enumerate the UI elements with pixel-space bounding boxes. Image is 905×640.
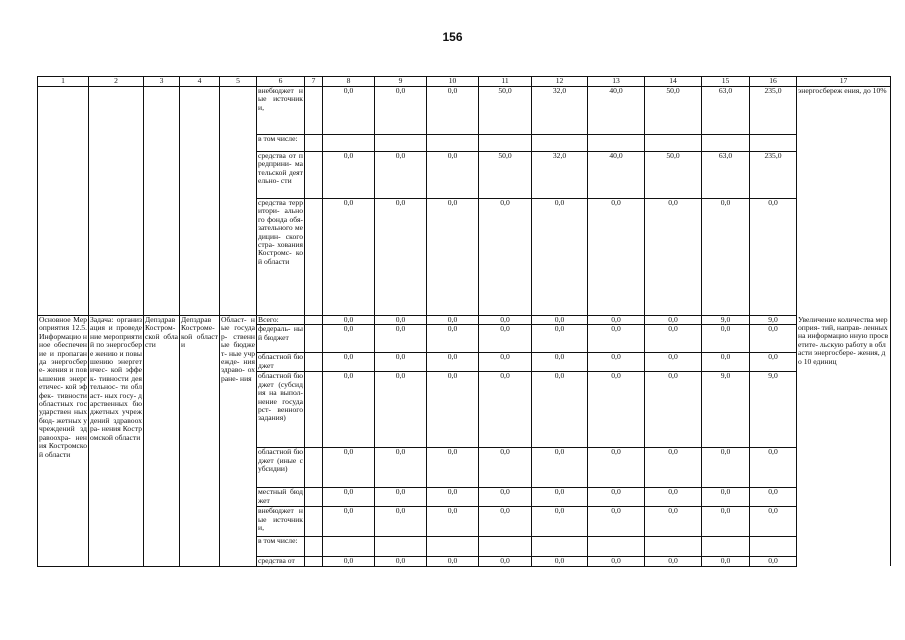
- funding-source-cell: Всего:: [257, 316, 305, 325]
- value-cell: 0,0: [427, 353, 479, 372]
- value-cell: 0,0: [702, 488, 750, 507]
- column-header: 6: [257, 77, 305, 87]
- value-cell: 0,0: [750, 325, 797, 353]
- value-cell: 0,0: [427, 87, 479, 135]
- value-cell: 0,0: [702, 448, 750, 488]
- value-cell: 0,0: [532, 557, 588, 566]
- value-cell: 0,0: [323, 353, 375, 372]
- value-cell: 0,0: [427, 152, 479, 199]
- empty-cell: [305, 152, 323, 199]
- column-header: 14: [645, 77, 702, 87]
- value-cell: 0,0: [323, 316, 375, 325]
- value-cell: 0,0: [702, 353, 750, 372]
- empty-cell: [305, 325, 323, 353]
- value-cell: 32,0: [532, 152, 588, 199]
- value-cell: 0,0: [750, 557, 797, 566]
- value-cell: 0,0: [375, 372, 427, 448]
- column-header: 1: [38, 77, 89, 87]
- value-cell: 0,0: [323, 488, 375, 507]
- value-cell: [375, 135, 427, 152]
- empty-cell: [305, 372, 323, 448]
- value-cell: 0,0: [375, 325, 427, 353]
- value-cell: 0,0: [750, 488, 797, 507]
- value-cell: 0,0: [375, 316, 427, 325]
- value-cell: 235,0: [750, 152, 797, 199]
- column-header: 4: [180, 77, 220, 87]
- value-cell: 0,0: [588, 448, 645, 488]
- column-header: 16: [750, 77, 797, 87]
- value-cell: 0,0: [532, 448, 588, 488]
- empty-cell: [305, 316, 323, 325]
- description-cell-col2: Задача: организация и проведение мероприятий по энергосбере жению и повышению энергетичес- кой эффек- тивности деятельнос- ти област- ных госу- дарственных бюджетных учреждений здравоохра- нения Костромской области: [89, 316, 144, 567]
- value-cell: 0,0: [427, 557, 479, 566]
- value-cell: 0,0: [323, 507, 375, 537]
- column-header: 9: [375, 77, 427, 87]
- value-cell: 0,0: [375, 353, 427, 372]
- funding-source-cell: внебюджет ные источники,: [257, 507, 305, 537]
- value-cell: 0,0: [645, 507, 702, 537]
- column-header: 12: [532, 77, 588, 87]
- value-cell: 0,0: [702, 557, 750, 566]
- funding-source-cell: местный бюджет: [257, 488, 305, 507]
- value-cell: 0,0: [645, 488, 702, 507]
- value-cell: 0,0: [427, 325, 479, 353]
- value-cell: 0,0: [323, 325, 375, 353]
- value-cell: 9,0: [702, 372, 750, 448]
- funding-source-cell: областной бюджет: [257, 353, 305, 372]
- value-cell: 0,0: [323, 152, 375, 199]
- value-cell: 0,0: [375, 448, 427, 488]
- value-cell: 9,0: [750, 372, 797, 448]
- value-cell: 0,0: [375, 507, 427, 537]
- value-cell: 63,0: [702, 152, 750, 199]
- funding-source-cell: внебюджет ные источники,: [257, 87, 305, 135]
- value-cell: 0,0: [427, 488, 479, 507]
- value-cell: 0,0: [532, 325, 588, 353]
- value-cell: [588, 135, 645, 152]
- value-cell: 40,0: [588, 87, 645, 135]
- value-cell: [702, 135, 750, 152]
- value-cell: 50,0: [645, 87, 702, 135]
- value-cell: 0,0: [645, 353, 702, 372]
- empty-cell: [305, 507, 323, 537]
- empty-cell: [305, 557, 323, 566]
- description-cell-col1: Основное Мероприятия 12.5. Информацио нное обеспечение и пропаганда энергосбере- жения и повышения энергетичес- кой эффек- тивности областных государствен ных бюд- жетных учреждений здравоохра- нения Костромской области: [38, 316, 89, 567]
- value-cell: [427, 537, 479, 557]
- funding-source-cell: средства территори- ального фонда обя- зательного медицин- ского стра- хования Костромс- кой области: [257, 199, 305, 316]
- column-header: 17: [797, 77, 891, 87]
- empty-cell: [305, 199, 323, 316]
- value-cell: 0,0: [588, 325, 645, 353]
- value-cell: 0,0: [479, 448, 532, 488]
- funding-source-cell: средства от предприни- мательской деятельно- сти: [257, 152, 305, 199]
- value-cell: 9,0: [702, 316, 750, 325]
- value-cell: 0,0: [532, 199, 588, 316]
- column-header: 8: [323, 77, 375, 87]
- description-cell-col4: Депздрав Костроме- кой области: [180, 316, 220, 567]
- value-cell: 0,0: [479, 353, 532, 372]
- value-cell: 0,0: [479, 316, 532, 325]
- value-cell: 0,0: [702, 325, 750, 353]
- value-cell: 0,0: [427, 507, 479, 537]
- value-cell: 9,0: [750, 316, 797, 325]
- value-cell: 0,0: [532, 316, 588, 325]
- result-cell: Увеличение количества мероприя- тий, направ- ленных на информацио нную просветите- льскую работу в области энергосбере- жения, до 10 единиц: [797, 316, 891, 567]
- value-cell: 0,0: [750, 199, 797, 316]
- description-cell-col3: Депздрав Костром- ской области: [144, 316, 180, 567]
- empty-cell: [305, 135, 323, 152]
- value-cell: [588, 537, 645, 557]
- value-cell: 0,0: [588, 488, 645, 507]
- description-cell-col5: Област- ные государ- ственные бюджет- ные учрежде- ния здраво- охране- ния: [220, 316, 257, 567]
- empty-cell: [305, 537, 323, 557]
- column-header: 10: [427, 77, 479, 87]
- column-header: 15: [702, 77, 750, 87]
- empty-cell: [220, 87, 257, 316]
- value-cell: [323, 135, 375, 152]
- funding-source-cell: в том числе:: [257, 537, 305, 557]
- value-cell: [645, 537, 702, 557]
- value-cell: 0,0: [479, 557, 532, 566]
- value-cell: [645, 135, 702, 152]
- budget-table: [37, 76, 891, 567]
- value-cell: 0,0: [588, 507, 645, 537]
- funding-source-cell: в том числе:: [257, 135, 305, 152]
- value-cell: 0,0: [375, 87, 427, 135]
- table-row: [38, 316, 891, 325]
- value-cell: 0,0: [588, 557, 645, 566]
- value-cell: 0,0: [532, 507, 588, 537]
- value-cell: 50,0: [645, 152, 702, 199]
- value-cell: 0,0: [323, 372, 375, 448]
- empty-cell: [305, 448, 323, 488]
- value-cell: 0,0: [588, 199, 645, 316]
- value-cell: 0,0: [645, 372, 702, 448]
- funding-source-cell: федераль- ный бюджет: [257, 325, 305, 353]
- value-cell: 50,0: [479, 152, 532, 199]
- column-header: 5: [220, 77, 257, 87]
- value-cell: 0,0: [588, 372, 645, 448]
- value-cell: [479, 135, 532, 152]
- value-cell: 0,0: [645, 325, 702, 353]
- column-header: 11: [479, 77, 532, 87]
- column-header: 3: [144, 77, 180, 87]
- value-cell: [375, 537, 427, 557]
- empty-cell: [180, 87, 220, 316]
- value-cell: 40,0: [588, 152, 645, 199]
- value-cell: 0,0: [375, 488, 427, 507]
- table-row: [38, 87, 891, 135]
- value-cell: [323, 537, 375, 557]
- value-cell: [702, 537, 750, 557]
- empty-cell: [144, 87, 180, 316]
- value-cell: 0,0: [375, 152, 427, 199]
- empty-cell: [89, 87, 144, 316]
- value-cell: 0,0: [323, 557, 375, 566]
- column-header-row: [38, 77, 891, 87]
- value-cell: [479, 537, 532, 557]
- value-cell: [532, 135, 588, 152]
- value-cell: 0,0: [427, 372, 479, 448]
- value-cell: 0,0: [750, 507, 797, 537]
- column-header: 13: [588, 77, 645, 87]
- value-cell: 235,0: [750, 87, 797, 135]
- value-cell: 0,0: [750, 448, 797, 488]
- value-cell: 0,0: [479, 507, 532, 537]
- value-cell: 0,0: [323, 199, 375, 316]
- value-cell: 0,0: [375, 557, 427, 566]
- value-cell: 63,0: [702, 87, 750, 135]
- value-cell: 0,0: [375, 199, 427, 316]
- value-cell: 0,0: [645, 448, 702, 488]
- empty-cell: [305, 488, 323, 507]
- value-cell: 0,0: [427, 448, 479, 488]
- value-cell: [427, 135, 479, 152]
- value-cell: 0,0: [479, 325, 532, 353]
- value-cell: 0,0: [427, 316, 479, 325]
- page-number: 156: [442, 30, 463, 44]
- value-cell: 0,0: [645, 557, 702, 566]
- value-cell: 50,0: [479, 87, 532, 135]
- funding-source-cell: средства от: [257, 557, 305, 566]
- value-cell: 0,0: [323, 87, 375, 135]
- column-header: 2: [89, 77, 144, 87]
- value-cell: [750, 537, 797, 557]
- value-cell: 0,0: [645, 316, 702, 325]
- value-cell: 0,0: [323, 448, 375, 488]
- value-cell: 0,0: [479, 372, 532, 448]
- value-cell: 0,0: [588, 353, 645, 372]
- value-cell: 0,0: [588, 316, 645, 325]
- value-cell: 32,0: [532, 87, 588, 135]
- column-header: 7: [305, 77, 323, 87]
- value-cell: 0,0: [532, 372, 588, 448]
- value-cell: 0,0: [479, 488, 532, 507]
- value-cell: 0,0: [532, 353, 588, 372]
- value-cell: [532, 537, 588, 557]
- empty-cell: [305, 87, 323, 135]
- value-cell: 0,0: [702, 507, 750, 537]
- funding-source-cell: областной бюджет (субсидия на выпол- нение государст- венного задания): [257, 372, 305, 448]
- value-cell: 0,0: [750, 353, 797, 372]
- value-cell: 0,0: [427, 199, 479, 316]
- value-cell: 0,0: [479, 199, 532, 316]
- value-cell: [750, 135, 797, 152]
- result-cell: энергосбереж ения, до 10%: [797, 87, 891, 316]
- empty-cell: [305, 353, 323, 372]
- value-cell: 0,0: [645, 199, 702, 316]
- empty-cell: [38, 87, 89, 316]
- value-cell: 0,0: [702, 199, 750, 316]
- funding-source-cell: областной бюджет (иные субсидии): [257, 448, 305, 488]
- value-cell: 0,0: [532, 488, 588, 507]
